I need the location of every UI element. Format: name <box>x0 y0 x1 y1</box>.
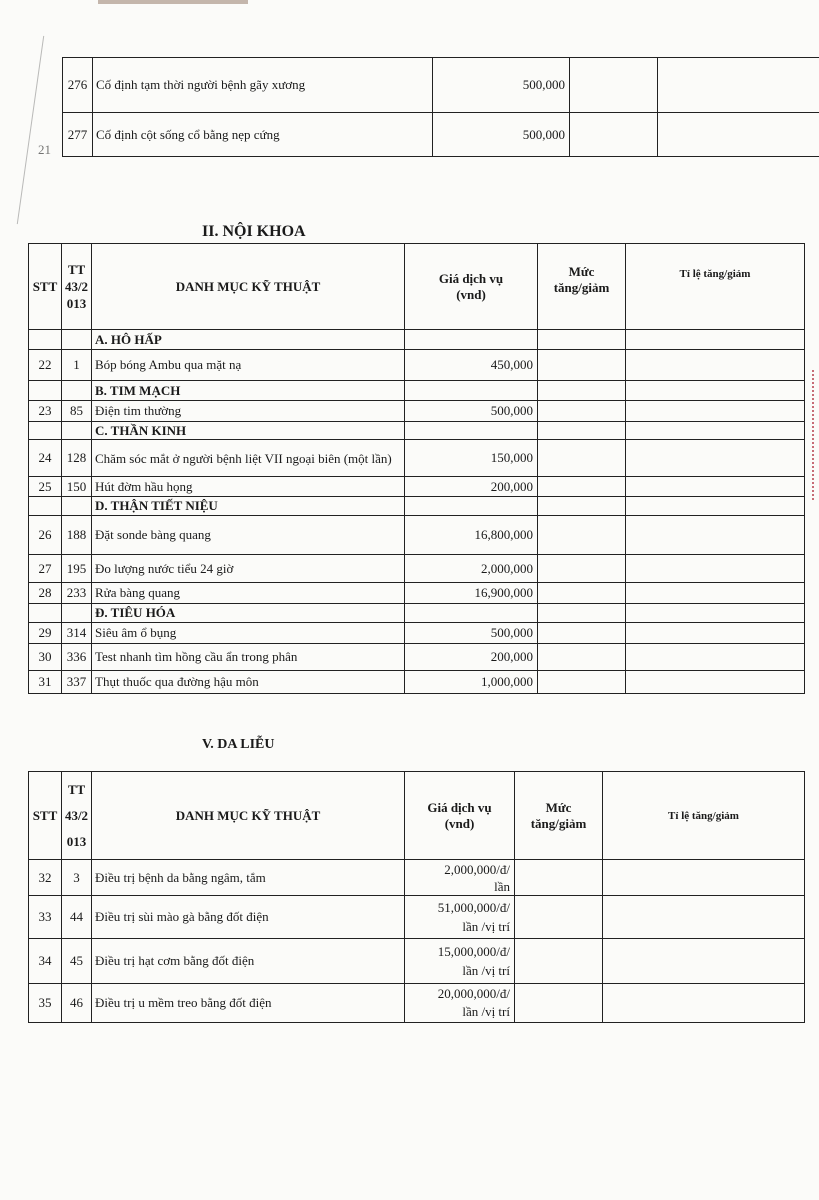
header-name: DANH MỤC KỸ THUẬT <box>92 244 405 330</box>
table-row: 34 45 Điều trị hạt cơm bằng đốt điện 15,000,000/đ/ lần /vị trí <box>29 939 805 984</box>
header-ratio: Tỉ lệ tăng/giảm <box>603 772 805 860</box>
table-row: 35 46 Điều trị u mềm treo bằng đốt điện 20,000,000/đ/ lần /vị trí <box>29 984 805 1023</box>
price-cell: 51,000,000/đ/ lần /vị trí <box>405 896 515 939</box>
header-change: Mức tăng/giảm <box>515 772 603 860</box>
tt-cell: 276 <box>63 58 93 113</box>
tt-cell: 277 <box>63 113 93 157</box>
table-row: 25 150 Hút đờm hầu họng 200,000 <box>29 477 805 497</box>
price-cell: 500,000 <box>433 58 570 113</box>
header-row <box>29 772 805 860</box>
ratio-cell <box>658 113 819 157</box>
section-title-noi-khoa: II. NỘI KHOA <box>202 223 306 240</box>
table-row <box>63 113 819 157</box>
table-row: 32 3 Điều trị bệnh da bằng ngâm, tắm 2,000,000/đ/ lần <box>29 860 805 896</box>
group-row <box>29 381 805 401</box>
price-cell: 500,000 <box>433 113 570 157</box>
change-cell <box>570 113 658 157</box>
price-cell: 2,000,000/đ/ lần <box>405 860 515 896</box>
section-title-da-lieu: V. DA LIỄU <box>202 737 275 752</box>
price-cell: 15,000,000/đ/ lần /vị trí <box>405 939 515 984</box>
group-row <box>29 497 805 516</box>
scan-artifact <box>98 0 248 4</box>
table-row: 26 188 Đặt sonde bàng quang 16,800,000 <box>29 516 805 555</box>
name-cell: Cố định tạm thời người bệnh gãy xương <box>93 58 433 113</box>
da-lieu-table <box>28 771 805 1023</box>
table-row <box>63 58 819 113</box>
header-tt: TT 43/2 013 <box>62 244 92 330</box>
table-row: 33 44 Điều trị sùi mào gà bằng đốt điện 51,000,000/đ/ lần /vị trí <box>29 896 805 939</box>
header-price: Giá dịch vụ (vnd) <box>405 772 515 860</box>
group-row <box>29 422 805 440</box>
header-tt: TT 43/2 013 <box>62 772 92 860</box>
group-label: A. HÔ HẤP <box>92 330 405 350</box>
table-row: 24 128 Chăm sóc mắt ở người bệnh liệt VII ngoại biên (một lần) 150,000 <box>29 440 805 477</box>
group-row <box>29 330 805 350</box>
table-row: 22 1 Bóp bóng Ambu qua mặt nạ 450,000 <box>29 350 805 381</box>
group-label: C. THẦN KINH <box>92 422 405 440</box>
group-label: B. TIM MẠCH <box>92 381 405 401</box>
table-row: 28 233 Rửa bàng quang 16,900,000 <box>29 583 805 604</box>
table-row: 30 336 Test nhanh tìm hồng cầu ẩn trong phân 200,000 <box>29 644 805 671</box>
table-row: 27 195 Đo lượng nước tiểu 24 giờ 2,000,000 <box>29 555 805 583</box>
ratio-cell <box>658 58 819 113</box>
noi-khoa-table <box>28 243 805 694</box>
header-stt: STT <box>29 244 62 330</box>
change-cell <box>570 58 658 113</box>
partial-stt: 21 <box>38 142 51 157</box>
header-stt: STT <box>29 772 62 860</box>
group-label: Đ. TIÊU HÓA <box>92 604 405 623</box>
name-cell: Cố định cột sống cổ bằng nẹp cứng <box>93 113 433 157</box>
scan-edge-line <box>17 36 44 224</box>
header-name: DANH MỤC KỸ THUẬT <box>92 772 405 860</box>
group-label: D. THẬN TIẾT NIỆU <box>92 497 405 516</box>
table-row: 29 314 Siêu âm ổ bụng 500,000 <box>29 623 805 644</box>
margin-stamp-marks <box>812 370 819 500</box>
header-ratio: Tỉ lệ tăng/giảm <box>626 244 805 330</box>
top-continuation-table <box>62 57 819 157</box>
table-row: 31 337 Thụt thuốc qua đường hậu môn 1,000,000 <box>29 671 805 694</box>
group-row <box>29 604 805 623</box>
header-price: Giá dịch vụ (vnd) <box>405 244 538 330</box>
table-row: 23 85 Điện tim thường 500,000 <box>29 401 805 422</box>
header-change: Mức tăng/giảm <box>538 244 626 330</box>
header-row <box>29 244 805 330</box>
price-cell: 20,000,000/đ/ lần /vị trí <box>405 984 515 1023</box>
